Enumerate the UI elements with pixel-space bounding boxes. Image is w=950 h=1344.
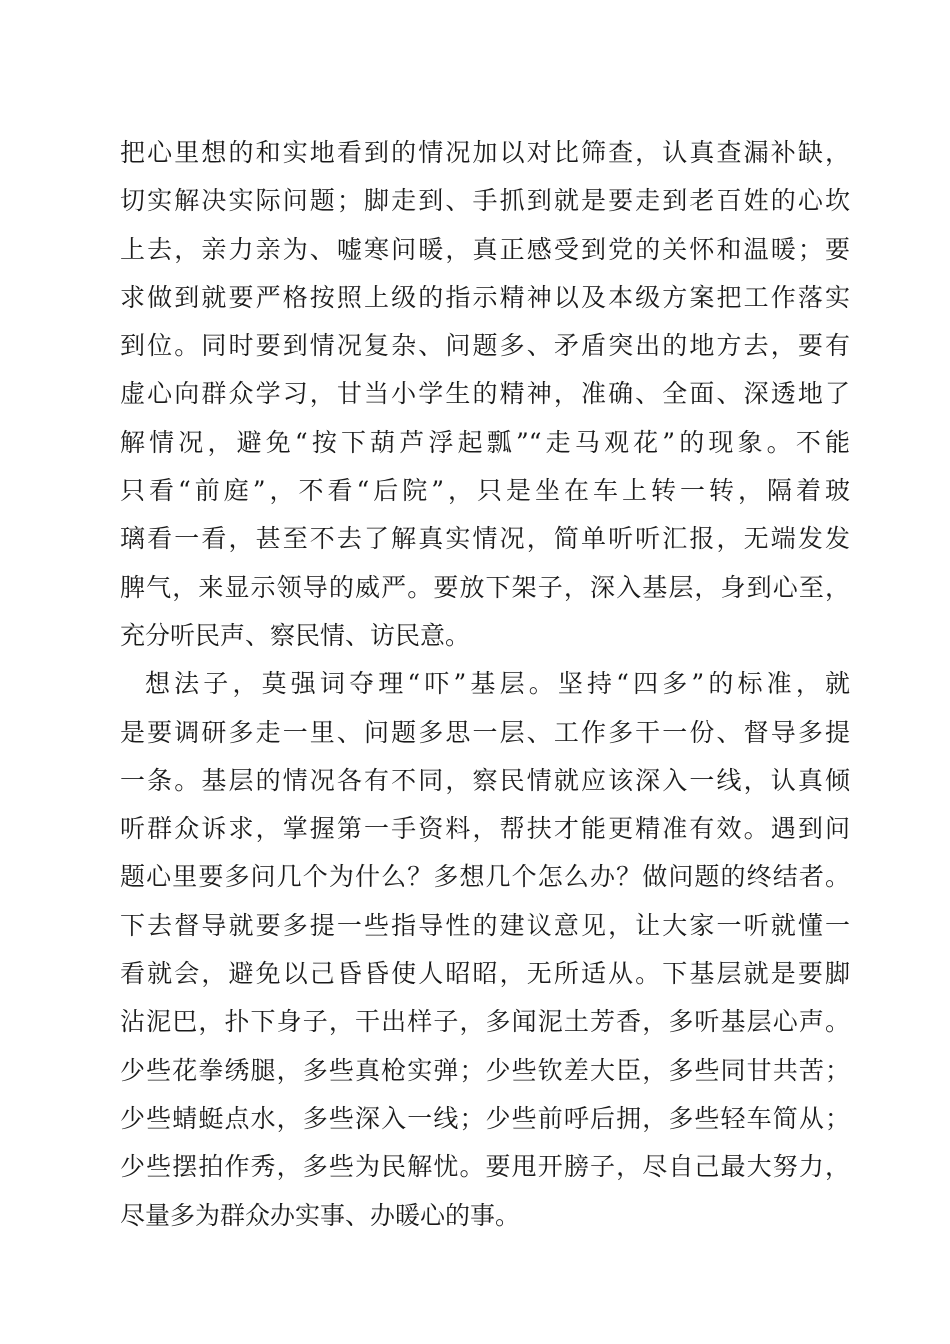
text-line: 到位。同时要到情况复杂、问题多、矛盾突出的地方去，要有 [120,331,850,361]
paragraph-first-line: 想法子，莫强词夺理“吓”基层。坚持“四多”的标准，就 [145,669,850,699]
text-line: 只看“前庭”，不看“后院”，只是坐在车上转一转，隔着玻 [120,476,850,506]
text-line: 少些花拳绣腿，多些真枪实弹；少些钦差大臣，多些同甘共苦； [120,1055,850,1085]
text-line: 是要调研多走一里、问题多思一层、工作多干一份、督导多提 [120,717,850,747]
text-line: 少些蜻蜓点水，多些深入一线；少些前呼后拥，多些轻车简从； [120,1103,850,1133]
text-line: 切实解决实际问题；脚走到、手抓到就是要走到老百姓的心坎 [120,186,850,216]
text-line: 虚心向群众学习，甘当小学生的精神，准确、全面、深透地了 [120,379,850,409]
text-line: 璃看一看，甚至不去了解真实情况，简单听听汇报，无端发发 [120,524,850,554]
text-line: 上去，亲力亲为、嘘寒问暖，真正感受到党的关怀和温暖；要 [120,234,850,264]
paragraph-end-line: 尽量多为群众办实事、办暖心的事。 [120,1200,521,1230]
paragraph-end-line: 充分听民声、察民情、访民意。 [120,620,471,650]
text-line: 看就会，避免以己昏昏使人昭昭，无所适从。下基层就是要脚 [120,959,850,989]
text-line: 沾泥巴，扑下身子，干出样子，多闻泥土芳香，多听基层心声。 [120,1007,850,1037]
text-line: 求做到就要严格按照上级的指示精神以及本级方案把工作落实 [120,282,850,312]
text-line: 解情况，避免“按下葫芦浮起瓢”“走马观花”的现象。不能 [120,427,850,457]
text-line: 一条。基层的情况各有不同，察民情就应该深入一线，认真倾 [120,765,850,795]
text-line: 听群众诉求，掌握第一手资料，帮扶才能更精准有效。遇到问 [120,814,850,844]
text-line: 少些摆拍作秀，多些为民解忧。要甩开膀子，尽自己最大努力， [120,1152,850,1182]
text-line: 下去督导就要多提一些指导性的建议意见，让大家一听就懂一 [120,910,850,940]
text-line: 脾气，来显示领导的威严。要放下架子，深入基层，身到心至， [120,572,850,602]
body-text [120,129,850,1240]
text-line: 题心里要多问几个为什么？多想几个怎么办？做问题的终结者。 [120,862,850,892]
text-line: 把心里想的和实地看到的情况加以对比筛查，认真查漏补缺， [120,138,850,167]
